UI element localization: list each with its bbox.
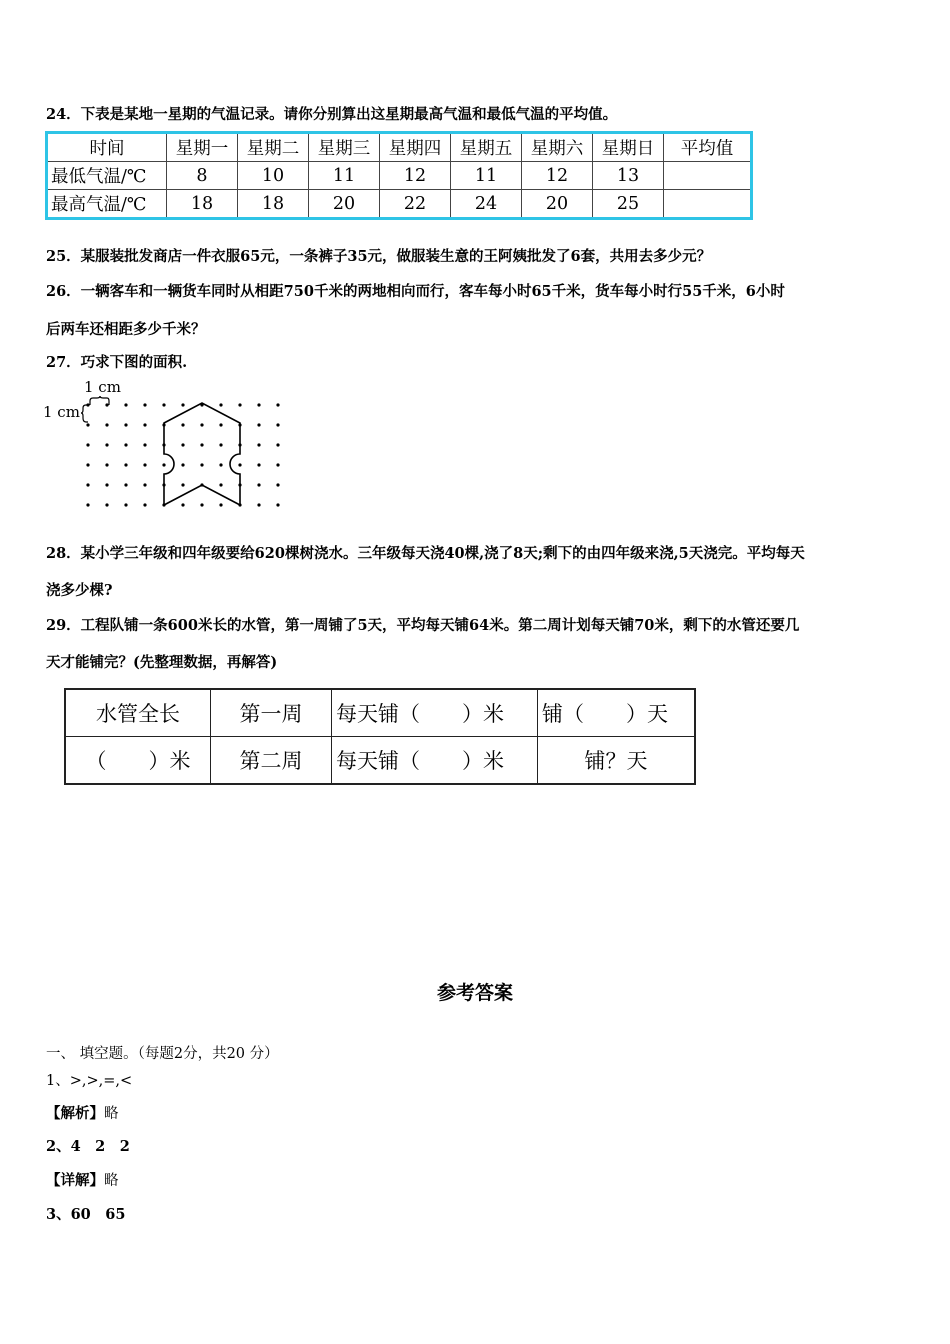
table-cell: 25 [593, 190, 664, 219]
grid-dot [124, 503, 127, 506]
total-length-blank: （ ）米 [65, 737, 211, 785]
week2-days: 铺？天 [538, 737, 696, 785]
question-29-line2: 天才能铺完？(先整理数据，再解答) [46, 654, 278, 671]
table-header-row [47, 133, 752, 162]
table-cell: 18 [238, 190, 309, 219]
grid-dot [219, 443, 222, 446]
grid-dot [105, 483, 108, 486]
table-cell: 12 [522, 162, 593, 190]
note-text: 略 [104, 1173, 119, 1189]
grid-dot [276, 503, 279, 506]
grid-dot [181, 463, 184, 466]
grid-dot [276, 443, 279, 446]
table-cell: 最低气温/℃ [47, 162, 167, 190]
grid-dot [143, 463, 146, 466]
answer-title: 参考答案 [436, 982, 513, 1004]
temperature-table [45, 131, 753, 220]
grid-dot [257, 483, 260, 486]
grid-dot [105, 503, 108, 506]
grid-dot [257, 423, 260, 426]
grid-dot [181, 483, 184, 486]
grid-dot [105, 403, 108, 406]
grid-dot [257, 443, 260, 446]
grid-dot [200, 423, 203, 426]
answer-3: 3、60 65 [46, 1206, 126, 1223]
grid-dot [86, 483, 89, 486]
week2-label: 第二周 [211, 737, 332, 785]
table-header-cell: 星期二 [238, 133, 309, 162]
grid-dot [105, 423, 108, 426]
table-header-cell: 平均值 [664, 133, 752, 162]
unit-label-left: 1 cm [43, 403, 80, 421]
table-cell [664, 190, 752, 219]
table-row [47, 162, 752, 190]
table-cell: 13 [593, 162, 664, 190]
week2-daily: 每天铺（ ）米 [332, 737, 538, 785]
grid-dot [276, 403, 279, 406]
grid-dot [181, 423, 184, 426]
grid-dot [276, 463, 279, 466]
shape-outline [164, 403, 240, 505]
question-27: 27．巧求下图的面积. [46, 354, 188, 371]
grid-dot [162, 403, 165, 406]
table-header-cell: 星期一 [167, 133, 238, 162]
table-header-cell: 星期四 [380, 133, 451, 162]
unit-label-top: 1 cm [84, 378, 121, 396]
question-29-line1: 29．工程队铺一条600米长的水管，第一周铺了5天，平均每天铺64米。第二周计划每天铺70米，剩下的水管还要几 [46, 617, 800, 634]
total-length-label: 水管全长 [65, 689, 211, 737]
grid-dot [257, 463, 260, 466]
table-header-cell: 星期日 [593, 133, 664, 162]
grid-dot [105, 463, 108, 466]
note-label: 【详解】 [46, 1172, 104, 1189]
grid-dot [143, 423, 146, 426]
grid-dot [143, 443, 146, 446]
grid-dot [276, 423, 279, 426]
pipe-data-table [64, 688, 696, 785]
grid-dot [86, 443, 89, 446]
grid-dot [181, 403, 184, 406]
table-header-cell: 时间 [47, 133, 167, 162]
table-cell: 8 [167, 162, 238, 190]
week1-label: 第一周 [211, 689, 332, 737]
table-cell: 最高气温/℃ [47, 190, 167, 219]
grid-dot [200, 503, 203, 506]
grid-dot [143, 503, 146, 506]
table-cell: 11 [309, 162, 380, 190]
table-cell: 20 [309, 190, 380, 219]
grid-dot [219, 403, 222, 406]
grid-dot [124, 443, 127, 446]
grid-dot [276, 483, 279, 486]
answer-1-note [46, 1102, 119, 1123]
grid-dot [257, 503, 260, 506]
week1-daily: 每天铺（ ）米 [332, 689, 538, 737]
grid-dot [162, 463, 165, 466]
grid-dot [219, 503, 222, 506]
table-header-cell: 星期三 [309, 133, 380, 162]
grid-dot [181, 503, 184, 506]
table-cell: 22 [380, 190, 451, 219]
table-cell: 12 [380, 162, 451, 190]
table-cell: 18 [167, 190, 238, 219]
question-28-line2: 浇多少棵? [46, 582, 113, 599]
grid-dot [124, 403, 127, 406]
note-text: 略 [104, 1106, 119, 1122]
note-label: 【解析】 [46, 1105, 104, 1122]
grid-dot [257, 403, 260, 406]
answer-section-heading: 一、 填空题。（每题2分，共20 分） [46, 1046, 279, 1062]
grid-dot [105, 443, 108, 446]
grid-dot [200, 463, 203, 466]
table-cell: 10 [238, 162, 309, 190]
grid-dot [200, 443, 203, 446]
grid-dot [124, 483, 127, 486]
table-cell: 11 [451, 162, 522, 190]
table-row [65, 689, 695, 737]
table-header-cell: 星期五 [451, 133, 522, 162]
question-26-line2: 后两车还相距多少千米？ [46, 321, 206, 338]
question-28-line1: 28．某小学三年级和四年级要给620棵树浇水。三年级每天浇40棵,浇了8天;剩下的由四年级来浇,5天浇完。平均每天 [46, 545, 805, 562]
week1-days: 铺（ ）天 [538, 689, 696, 737]
answer-1: 1、>,>,=,< [46, 1073, 133, 1089]
answer-2: 2、4 2 2 [46, 1138, 130, 1155]
grid-dot [86, 403, 89, 406]
grid-dot [86, 463, 89, 466]
answer-2-note [46, 1169, 119, 1190]
table-cell [664, 162, 752, 190]
grid-dot [86, 503, 89, 506]
grid-dot [143, 483, 146, 486]
grid-dot [238, 463, 241, 466]
grid-dot [219, 423, 222, 426]
grid-dots [86, 403, 279, 506]
table-row [65, 737, 695, 785]
question-26-line1: 26．一辆客车和一辆货车同时从相距750千米的两地相向而行，客车每小时65千米，货车每小时行55千米，6小时 [46, 283, 785, 300]
grid-dot [238, 403, 241, 406]
table-cell: 20 [522, 190, 593, 219]
grid-dot [219, 463, 222, 466]
table-cell: 24 [451, 190, 522, 219]
grid-dot [181, 443, 184, 446]
grid-dot [143, 403, 146, 406]
grid-dot [219, 483, 222, 486]
question-24: 24．下表是某地一星期的气温记录。请你分别算出这星期最高气温和最低气温的平均值。 [46, 106, 618, 123]
grid-dot [86, 423, 89, 426]
grid-dot [124, 423, 127, 426]
table-row [47, 190, 752, 219]
question-25: 25．某服装批发商店一件衣服65元，一条裤子35元，做服装生意的王阿姨批发了6套，共用去多少元？ [46, 248, 712, 265]
table-header-cell: 星期六 [522, 133, 593, 162]
dot-grid-figure [40, 372, 340, 514]
grid-dot [124, 463, 127, 466]
brace-left [81, 405, 88, 422]
